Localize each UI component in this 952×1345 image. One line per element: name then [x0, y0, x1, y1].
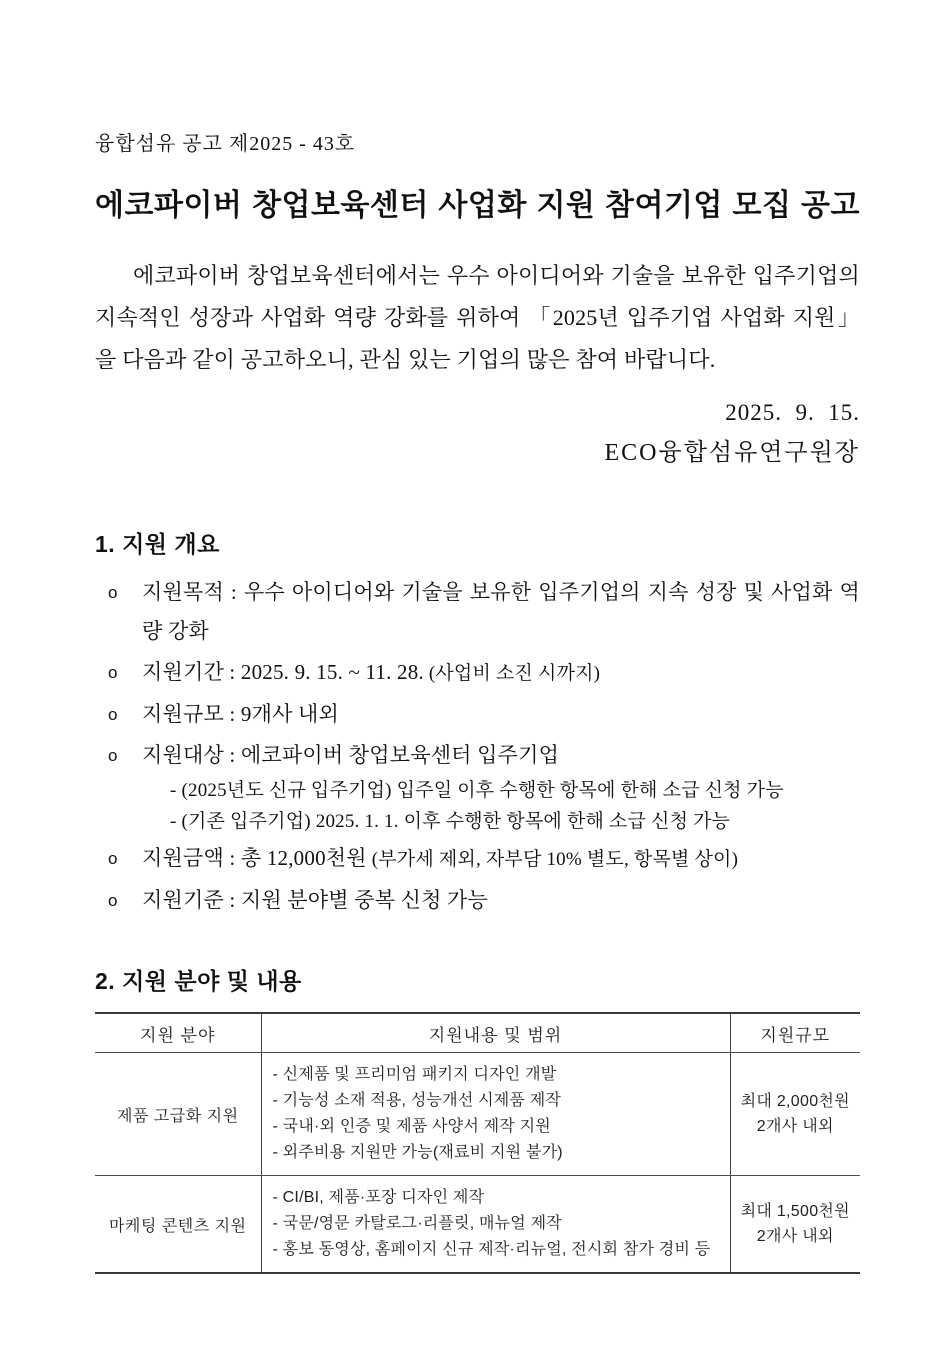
section1-heading: 1. 지원 개요	[95, 531, 220, 557]
circle-bullet-icon: o	[108, 583, 118, 602]
circle-bullet-icon: o	[108, 746, 118, 765]
list-item-purpose	[95, 573, 860, 651]
details-cell	[261, 1176, 730, 1274]
field-cell: 제품 고급화 지원	[95, 1053, 261, 1176]
scale-cell	[730, 1176, 860, 1274]
circle-bullet-icon: o	[108, 891, 118, 910]
item-text: 지원기준 : 지원 분야별 중복 신청 가능	[142, 888, 489, 912]
detail-line: - 외주비용 지원만 가능(재료비 지원 불가)	[272, 1144, 563, 1161]
circle-bullet-icon: o	[108, 849, 118, 868]
section2-heading: 2. 지원 분야 및 내용	[95, 968, 302, 994]
list-item-target	[95, 736, 860, 837]
support-overview-list	[95, 573, 860, 920]
detail-line: - 국내·외 인증 및 제품 사양서 제작 지원	[272, 1118, 551, 1135]
list-item-period	[95, 653, 860, 693]
column-header-field: 지원 분야	[95, 1013, 261, 1053]
table-header-row	[95, 1013, 860, 1053]
item-text: 지원금액 : 총 12,000천원	[142, 846, 367, 870]
date-line: 2025. 9. 15.	[725, 400, 860, 425]
detail-line: - 신제품 및 프리미엄 패키지 디자인 개발	[272, 1066, 557, 1083]
list-item-scale	[95, 695, 860, 734]
item-note: (부가세 제외, 자부담 10% 별도, 항목별 상이)	[366, 849, 739, 870]
detail-line: - 홍보 동영상, 홈페이지 신규 제작·리뉴얼, 전시회 참가 경비 등	[272, 1241, 711, 1258]
scale-count: 2개사 내외	[756, 1118, 834, 1135]
table-row-marketing-content	[95, 1176, 860, 1274]
column-header-details: 지원내용 및 범위	[261, 1013, 730, 1053]
subitem-existing-tenant: - (기존 입주기업) 2025. 1. 1. 이후 수행한 항목에 한해 소급 신청 가능	[170, 811, 731, 832]
item-text: 지원대상 : 에코파이버 창업보육센터 입주기업	[142, 743, 560, 767]
item-text: 지원규모 : 9개사 내외	[142, 702, 339, 726]
subitem-new-tenant: - (2025년도 신규 입주기업) 입주일 이후 수행한 항목에 한해 소급 신청 가능	[170, 780, 784, 801]
details-cell	[261, 1053, 730, 1176]
list-item-amount	[95, 839, 860, 879]
support-fields-table	[95, 1012, 860, 1274]
field-cell: 마케팅 콘텐츠 지원	[95, 1176, 261, 1274]
scale-amount: 최대 1,500천원	[740, 1203, 850, 1220]
column-header-scale: 지원규모	[730, 1013, 860, 1053]
circle-bullet-icon: o	[108, 663, 118, 682]
list-item-criteria	[95, 881, 860, 920]
scale-amount: 최대 2,000천원	[740, 1093, 850, 1110]
detail-line: - 국문/영문 카탈로그·리플릿, 매뉴얼 제작	[272, 1215, 562, 1232]
item-text: 지원기간 : 2025. 9. 15. ~ 11. 28.	[142, 660, 424, 684]
detail-line: - 기능성 소재 적용, 성능개선 시제품 제작	[272, 1092, 562, 1109]
scale-count: 2개사 내외	[756, 1228, 834, 1245]
table-row-product-upgrade	[95, 1053, 860, 1176]
item-note: (사업비 소진 시까지)	[423, 663, 601, 684]
item-text: 지원목적 : 우수 아이디어와 기술을 보유한 입주기업의 지속 성장 및 사업화 역량 강화	[142, 580, 860, 643]
doc-number: 융합섬유 공고 제2025 - 43호	[95, 133, 356, 155]
signer-line: ECO융합섬유연구원장	[604, 440, 860, 466]
scale-cell	[730, 1053, 860, 1176]
intro-paragraph: 에코파이버 창업보육센터에서는 우수 아이디어와 기술을 보유한 입주기업의 지속적인 성장과 사업화 역량 강화를 위하여 「2025년 입주기업 사업화 지원」 을 다음과 같이 공고하오니, 관심 있는 기업의 많은 참여 바랍니다.	[95, 263, 860, 372]
page-title: 에코파이버 창업보육센터 사업화 지원 참여기업 모집 공고	[95, 189, 860, 222]
circle-bullet-icon: o	[108, 705, 118, 724]
detail-line: - CI/BI, 제품·포장 디자인 제작	[272, 1189, 485, 1206]
